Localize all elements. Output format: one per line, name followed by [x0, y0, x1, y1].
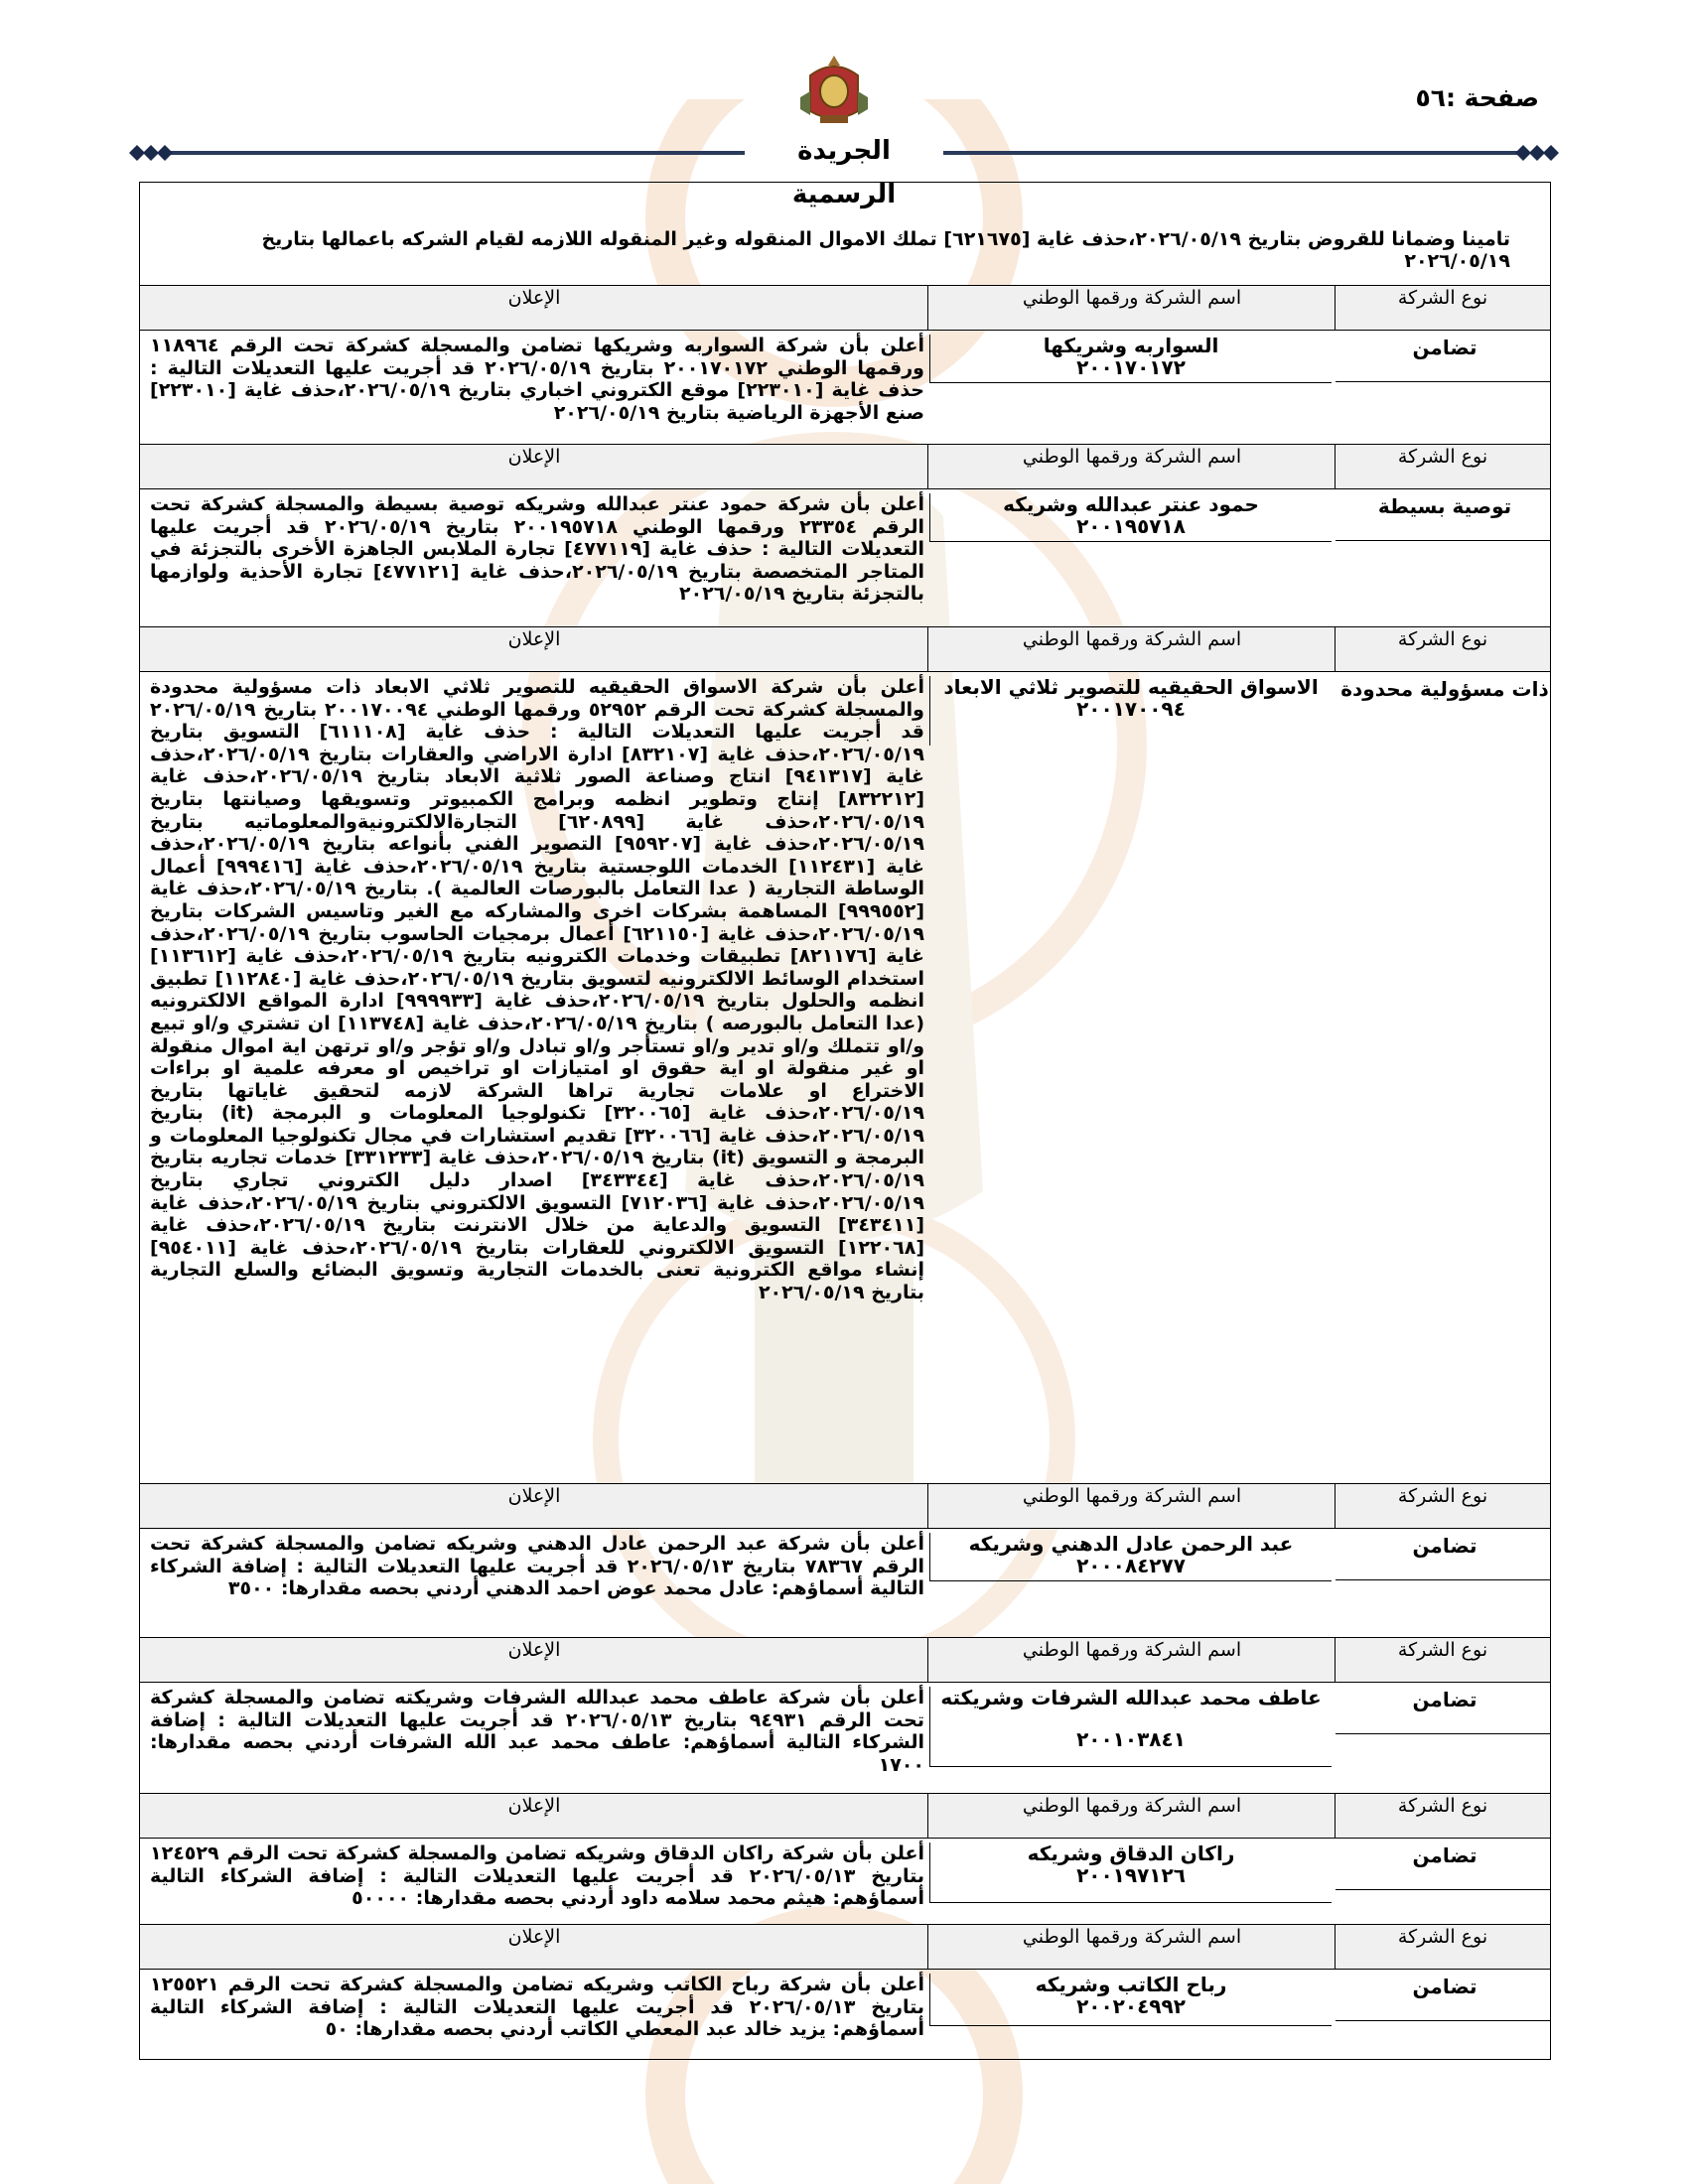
page-number: صفحة :٥٦	[1415, 83, 1539, 112]
company-type: تضامن	[1412, 1843, 1477, 1867]
column-header-name: اسم الشركة ورقمها الوطني	[927, 445, 1336, 488]
announcement-text: أعلن بأن شركة راكان الدقاق وشريكه تضامن والمسجلة كشركة تحت الرقم ١٢٤٥٢٩ بتاريخ ٢٠٢٦/٠٥/١٣ قد أجريت عليها التعديلات التالية : إضافة الشركاء التالية أسماؤهم: هيثم محمد سلامه داود أردني بحصه مقدارها: ٥٠٠٠٠	[150, 1843, 925, 1910]
column-header-type: نوع الشركة	[1335, 1638, 1550, 1682]
column-header-announcement: الإعلان	[507, 1485, 561, 1507]
column-header-name: اسم الشركة ورقمها الوطني	[927, 1638, 1336, 1682]
table-header-row	[140, 444, 1550, 489]
national-number: ٢٠٠٠٨٤٢٧٧	[1076, 1554, 1186, 1577]
company-name: راكان الدقاق وشريكه	[1027, 1842, 1235, 1865]
table-header-row	[140, 1924, 1550, 1970]
company-name-block	[929, 493, 1332, 542]
company-name-block	[929, 335, 1332, 383]
column-header-name: اسم الشركة ورقمها الوطني	[927, 1484, 1336, 1528]
column-header-announcement: الإعلان	[507, 287, 561, 309]
company-name: السواربه وشريكها	[1043, 334, 1219, 357]
company-name: عاطف محمد عبدالله الشرفات وشريكته	[940, 1686, 1322, 1709]
announcement-text: أعلن بأن شركة رباح الكاتب وشريكه تضامن والمسجلة كشركة تحت الرقم ١٢٥٥٢١ بتاريخ ٢٠٢٦/٠٥/١٣ قد أجريت عليها التعديلات التالية : إضافة الشركاء التالية أسماؤهم: يزيد خالد عبد المعطي الكاتب أردني بحصه مقدارها: ٥٠	[150, 1974, 925, 2041]
company-name-block	[929, 1974, 1332, 2026]
table-header-row	[140, 1793, 1550, 1839]
jordan-emblem-icon	[790, 52, 878, 127]
table-header-row	[140, 1637, 1550, 1683]
column-header-announcement: الإعلان	[507, 1795, 561, 1817]
column-header-type: نوع الشركة	[1335, 1925, 1550, 1969]
national-number: ٢٠٠١٧٠٠٩٤	[1076, 697, 1186, 721]
column-header-type: نوع الشركة	[1335, 1484, 1550, 1528]
column-header-name: اسم الشركة ورقمها الوطني	[927, 627, 1336, 671]
announcement-text: أعلن بأن شركة عاطف محمد عبدالله الشرفات وشريكته تضامن والمسجلة كشركة تحت الرقم ٩٤٩٣١ بتاريخ ٢٠٢٦/٠٥/١٣ قد أجريت عليها التعديلات التالية : إضافة الشركاء التالية أسماؤهم: عاطف محمد عبد الله الشرفات أردني بحصه مقدارها: ١٧٠٠	[150, 1687, 924, 1776]
company-type: تضامن	[1412, 1534, 1477, 1558]
column-header-type: نوع الشركة	[1335, 445, 1550, 488]
column-header-name: اسم الشركة ورقمها الوطني	[927, 286, 1336, 330]
gazette-title: الجريدة الرسمية	[745, 129, 943, 173]
company-type: تضامن	[1412, 1688, 1477, 1711]
column-header-name: اسم الشركة ورقمها الوطني	[927, 1925, 1336, 1969]
company-name-block	[929, 1533, 1332, 1581]
national-number: ٢٠٠١٩٥٧١٨	[1076, 514, 1186, 538]
column-header-announcement: الإعلان	[507, 1639, 561, 1661]
table-header-row	[140, 1483, 1550, 1529]
column-header-type: نوع الشركة	[1335, 1794, 1550, 1838]
announcement-text: أعلن بأن شركة عبد الرحمن عادل الدهني وشريكه تضامن والمسجلة كشركة تحت الرقم ٧٨٣٦٧ بتاريخ ٢٠٢٦/٠٥/١٣ قد أجريت عليها التعديلات التالية : إضافة الشركاء التالية أسماؤهم: عادل محمد عوض احمد الدهني أردني بحصه مقدارها: ٣٥٠٠	[150, 1533, 925, 1600]
announcement-text: أعلن بأن شركة السواربه وشريكها تضامن والمسجلة كشركة تحت الرقم ١١٨٩٦٤ ورقمها الوطني ٢٠٠١٧٠١٧٢ بتاريخ ٢٠٢٦/٠٥/١٩ قد أجريت عليها التعديلات التالية : حذف غاية [٢٢٣٠١٠] موقع الكتروني اخباري بتاريخ ٢٠٢٦/٠٥/١٩،حذف غاية [٢٢٣٠١٠] صنع الأجهزة الرياضية بتاريخ ٢٠٢٦/٠٥/١٩	[150, 335, 924, 424]
company-type: تضامن	[1412, 1975, 1477, 1998]
company-name-block	[929, 1843, 1332, 1903]
column-header-announcement: الإعلان	[507, 628, 561, 650]
column-header-type: نوع الشركة	[1335, 286, 1550, 330]
company-name-block	[929, 676, 1332, 746]
table-header-row	[140, 626, 1550, 672]
national-number: ٢٠٠٢٠٤٩٩٢	[1076, 1994, 1186, 2018]
announcement-text: أعلن بأن شركة حمود عنتر عبدالله وشريكه توصية بسيطة والمسجلة كشركة تحت الرقم ٢٣٣٥٤ ورقمها الوطني ٢٠٠١٩٥٧١٨ بتاريخ ٢٠٢٦/٠٥/١٩ قد أجريت عليها التعديلات التالية : حذف غاية [٤٧٧١١٩] تجارة الملابس الجاهزة الأخرى بالتجزئة في المتاجر المتخصصة بتاريخ ٢٠٢٦/٠٥/١٩،حذف غاية [٤٧٧١٢١] تجارة الأحذية ولوازمها بالتجزئة بتاريخ ٢٠٢٦/٠٥/١٩	[150, 493, 924, 606]
announcements-table	[139, 182, 1551, 2060]
national-number: ٢٠٠١٠٣٨٤١	[1076, 1727, 1186, 1751]
company-name: رباح الكاتب وشريكه	[1035, 1973, 1227, 1996]
company-name-block	[929, 1687, 1332, 1767]
company-name: عبد الرحمن عادل الدهني وشريكه	[968, 1532, 1294, 1556]
table-header-row	[140, 285, 1550, 331]
column-header-announcement: الإعلان	[507, 446, 561, 468]
company-type: تضامن	[1412, 336, 1477, 359]
column-header-announcement: الإعلان	[507, 1926, 561, 1948]
column-header-type: نوع الشركة	[1335, 627, 1550, 671]
continued-announcement-text: تامينا وضمانا للقروض بتاريخ ٢٠٢٦/٠٥/١٩،حذف غاية [٦٢١٦٧٥] تملك الاموال المنقوله وغير المنقوله اللازمه لقيام الشركه باعمالها بتاريخ ٢٠٢٦/٠٥/١٩	[261, 228, 1510, 272]
national-number: ٢٠٠١٩٧١٢٦	[1076, 1863, 1186, 1887]
company-type: ذات مسؤولية محدودة	[1340, 677, 1549, 701]
column-header-name: اسم الشركة ورقمها الوطني	[927, 1794, 1336, 1838]
announcement-text: أعلن بأن شركة الاسواق الحقيقيه للتصوير ثلاثي الابعاد ذات مسؤولية محدودة والمسجلة كشركة تحت الرقم ٥٢٩٥٢ ورقمها الوطني ٢٠٠١٧٠٠٩٤ بتاريخ ٢٠٢٦/٠٥/١٩ قد أجريت عليها التعديلات التالية : حذف غاية [٦١١١٠٨] التسويق بتاريخ ٢٠٢٦/٠٥/١٩،حذف غاية [٨٣٢١٠٧] ادارة الاراضي والعقارات بتاريخ ٢٠٢٦/٠٥/١٩،حذف غاية [٩٤١٣١٧] انتاج وصناعة الصور ثلاثية الابعاد بتاريخ ٢٠٢٦/٠٥/١٩،حذف غاية [٨٣٢٢١٢] إنتاج وتطوير انظمه وبرامج الكمبيوتر وتسويقها وصيانتها بتاريخ ٢٠٢٦/٠٥/١٩،حذف غاية [٦٢٠٨٩٩] التجارةالالكترونيةوالمعلوماتيه بتاريخ ٢٠٢٦/٠٥/١٩،حذف غاية [٩٥٩٢٠٧] التصوير الفني بأنواعه بتاريخ ٢٠٢٦/٠٥/١٩،حذف غاية [١١٢٤٣١] الخدمات اللوجستية بتاريخ ٢٠٢٦/٠٥/١٩،حذف غاية [٩٩٩٤١٦] أعمال الوساطة التجارية ( عدا التعامل بالبورصات العالمية ). بتاريخ ٢٠٢٦/٠٥/١٩،حذف غاية [٩٩٩٥٥٢] المساهمة بشركات اخرى والمشاركه مع الغير وتاسيس الشركات بتاريخ ٢٠٢٦/٠٥/١٩،حذف غاية [٦٢١١٥٠] أعمال برمجيات الحاسوب بتاريخ ٢٠٢٦/٠٥/١٩،حذف غاية [٨٢١١٧٦] تطبيقات وخدمات الكترونيه بتاريخ ٢٠٢٦/٠٥/١٩،حذف غاية [١١٣٦١٢] استخدام الوسائط الالكترونيه لتسويق بتاريخ ٢٠٢٦/٠٥/١٩،حذف غاية [١١٢٨٤٠] تطبيق انظمه والحلول بتاريخ ٢٠٢٦/٠٥/١٩،حذف غاية [٩٩٩٩٣٣] ادارة المواقع الالكترونيه (عدا التعامل بالبورصه ) بتاريخ ٢٠٢٦/٠٥/١٩،حذف غاية [١١٣٧٤٨] ان تشتري و/او تبيع و/او تتملك و/او تدير و/او تستأجر و/او تبادل و/او تؤجر و/او ترتهن اية اموال منقولة او غير منقولة او اية حقوق او امتيازات او تراخيص او معرفه علمية او براءات الاختراع او علامات تجارية تراها الشركة لازمه لتحقيق غاياتها بتاريخ ٢٠٢٦/٠٥/١٩،حذف غاية [٣٢٠٠٦٥] تكنولوجيا المعلومات و البرمجة (it) بتاريخ ٢٠٢٦/٠٥/١٩،حذف غاية [٣٢٠٠٦٦] تقديم استشارات في مجال تكنولوجيا المعلومات و البرمجة و التسويق (it) بتاريخ ٢٠٢٦/٠٥/١٩،حذف غاية [٣٣١٢٣٣] خدمات تجاريه بتاريخ ٢٠٢٦/٠٥/١٩،حذف غاية [٣٤٣٣٤٤] اصدار دليل الكتروني تجاري بتاريخ ٢٠٢٦/٠٥/١٩،حذف غاية [٧١٢٠٣٦] التسويق الالكتروني بتاريخ ٢٠٢٦/٠٥/١٩،حذف غاية [٣٤٣٤١١] التسويق والدعاية من خلال الانترنت بتاريخ ٢٠٢٦/٠٥/١٩،حذف غاية [١٢٢٠٦٨] التسويق الالكتروني للعقارات بتاريخ ٢٠٢٦/٠٥/١٩،حذف غاية [٩٥٤٠١١] إنشاء مواقع الكترونية تعنى بالخدمات التجارية وتسويق البضائع والسلع التجارية بتاريخ ٢٠٢٦/٠٥/١٩	[150, 676, 925, 1304]
company-name: حمود عنتر عبدالله وشريكه	[1003, 492, 1259, 516]
company-name: الاسواق الحقيقيه للتصوير ثلاثي الابعاد	[943, 675, 1319, 699]
company-type: توصية بسيطة	[1377, 494, 1512, 518]
national-number: ٢٠٠١٧٠١٧٢	[1076, 355, 1186, 379]
